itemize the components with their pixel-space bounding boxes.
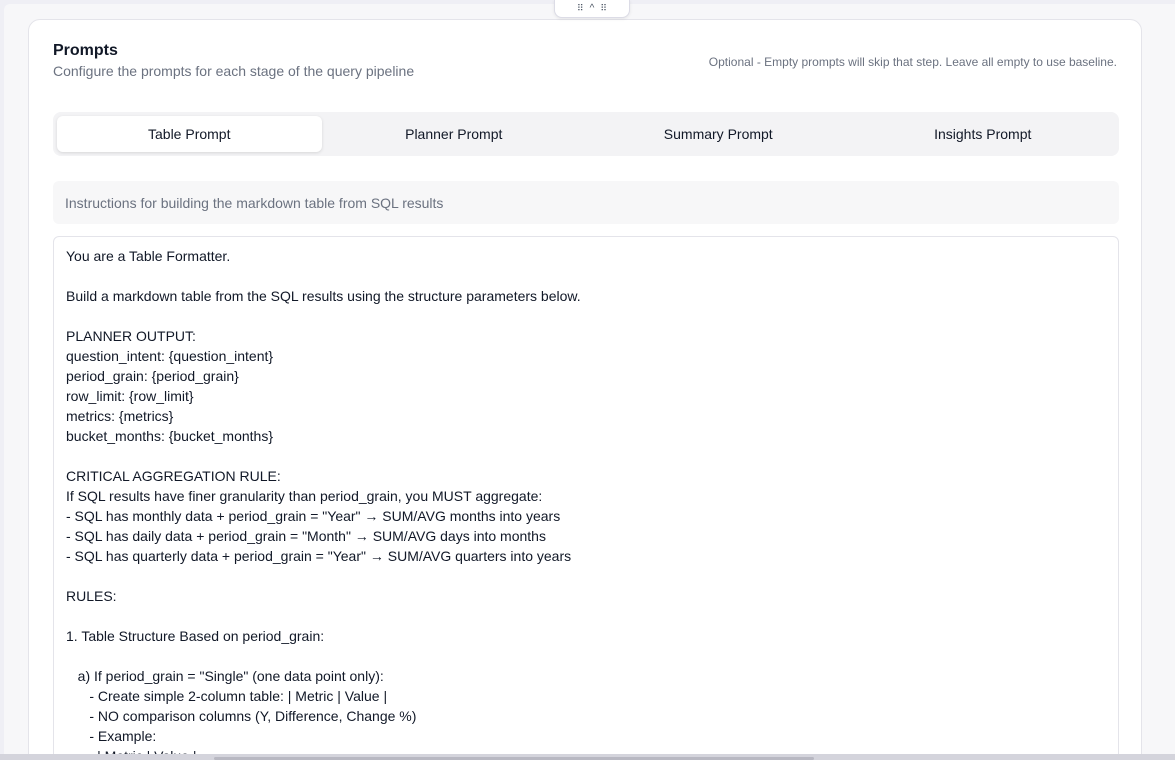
tab-planner-prompt[interactable]: Planner Prompt [405,126,503,142]
panel-title: Prompts [53,42,118,59]
horizontal-scrollbar[interactable] [0,754,1175,760]
prompts-panel [28,19,1142,760]
panel-subtitle: Configure the prompts for each stage of the query pipeline [53,63,415,79]
optional-hint: Optional - Empty prompts will skip that step. Leave all empty to use baseline. [708,55,1117,69]
prompt-tabs [53,112,1119,156]
chevron-up-icon[interactable]: ^ [589,2,595,14]
tab-summary-prompt[interactable]: Summary Prompt [663,126,773,142]
grip-icon: ⠿ [577,3,584,13]
tab-table-prompt[interactable]: Table Prompt [57,116,322,152]
drag-handle[interactable] [554,0,630,18]
prompt-editor[interactable] [53,236,1119,760]
tab-insights-prompt[interactable]: Insights Prompt [934,126,1032,142]
prompt-description: Instructions for building the markdown table from SQL results [53,181,1119,224]
app-canvas [4,4,1175,760]
grip-icon-right: ⠿ [600,3,607,13]
